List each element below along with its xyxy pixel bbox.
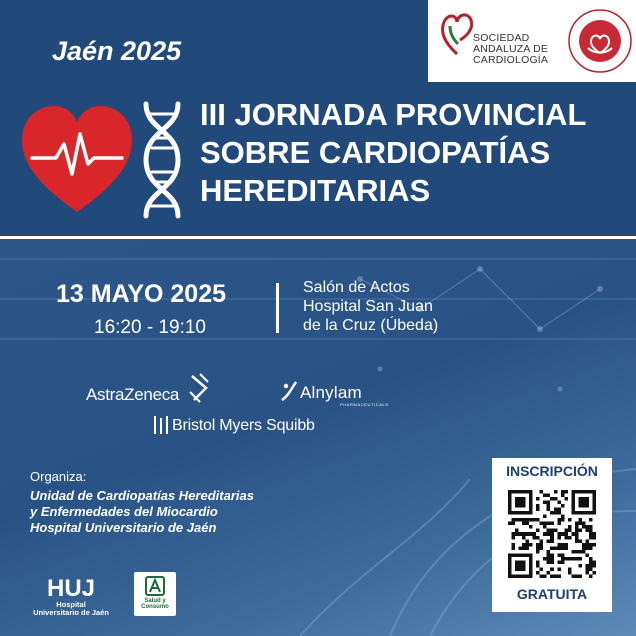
qr-module xyxy=(592,571,596,575)
qr-module xyxy=(543,525,547,529)
title-line: III JORNADA PROVINCIAL xyxy=(200,97,587,132)
qr-module xyxy=(540,546,544,550)
qr-module xyxy=(575,532,579,536)
qr-module xyxy=(515,497,526,508)
title-line: HEREDITARIAS xyxy=(200,173,431,208)
qr-module xyxy=(533,518,537,522)
venue-line: Hospital San Juan xyxy=(303,298,433,315)
qr-module xyxy=(543,494,547,498)
qr-module xyxy=(585,571,589,575)
qr-module xyxy=(582,525,586,529)
qr-module xyxy=(550,557,554,561)
qr-module xyxy=(540,522,544,526)
foundation-seal-logo xyxy=(566,6,634,76)
qr-module xyxy=(550,532,554,536)
qr-module xyxy=(564,490,568,494)
registration-title: INSCRIPCIÓN xyxy=(506,463,598,479)
qr-module xyxy=(522,536,526,540)
qr-module xyxy=(582,522,586,526)
qr-module xyxy=(536,508,540,512)
qr-module xyxy=(550,574,554,578)
qr-module xyxy=(575,522,579,526)
qr-module xyxy=(571,550,575,554)
qr-module xyxy=(515,529,519,533)
qr-module xyxy=(543,522,547,526)
qr-module xyxy=(585,529,589,533)
event-time: 16:20 - 19:10 xyxy=(94,317,206,338)
event-title xyxy=(200,96,586,210)
qr-module xyxy=(557,508,561,512)
qr-module xyxy=(561,553,565,557)
qr-module xyxy=(554,546,558,550)
qr-module xyxy=(540,574,544,578)
qr-module xyxy=(557,543,561,547)
organizer-line: Unidad de Cardiopatías Hereditarias xyxy=(30,488,254,503)
qr-module xyxy=(533,532,537,536)
qr-module xyxy=(526,532,530,536)
qr-module xyxy=(547,560,551,564)
qr-module xyxy=(589,546,593,550)
qr-module xyxy=(589,557,593,561)
qr-module xyxy=(550,560,554,564)
qr-module xyxy=(561,560,565,564)
city-year: Jaén 2025 xyxy=(52,36,182,66)
qr-module xyxy=(515,560,526,571)
qr-module xyxy=(540,490,544,494)
qr-module xyxy=(554,490,558,494)
qr-module xyxy=(540,567,544,571)
qr-module xyxy=(575,536,579,540)
qr-module xyxy=(554,574,558,578)
bms-logo xyxy=(152,412,322,440)
alnylam-wordmark: Alnylam xyxy=(300,383,362,402)
astrazeneca-symbol-icon xyxy=(186,372,212,404)
qr-module xyxy=(557,536,561,540)
qr-module xyxy=(519,546,523,550)
qr-module xyxy=(571,574,575,578)
qr-module xyxy=(557,511,561,515)
qr-module xyxy=(564,546,568,550)
qr-module xyxy=(589,567,593,571)
qr-module xyxy=(589,532,593,536)
qr-module xyxy=(529,532,533,536)
qr-module xyxy=(571,557,575,561)
qr-module xyxy=(543,574,547,578)
qr-module xyxy=(561,518,565,522)
qr-module xyxy=(536,560,540,564)
qr-module xyxy=(578,550,582,554)
junta-symbol-icon xyxy=(145,576,165,596)
qr-module xyxy=(578,529,582,533)
qr-module xyxy=(526,539,530,543)
qr-module xyxy=(519,518,523,522)
qr-module xyxy=(592,543,596,547)
qr-module xyxy=(561,543,565,547)
qr-module xyxy=(554,511,558,515)
qr-module xyxy=(543,557,547,561)
sac-name xyxy=(473,33,548,66)
qr-module xyxy=(526,522,530,526)
sac-heart-icon xyxy=(440,10,474,58)
qr-module xyxy=(547,571,551,575)
huj-line: Universitario de Jaén xyxy=(33,608,109,617)
qr-module xyxy=(508,522,512,526)
qr-module xyxy=(547,504,551,508)
qr-module xyxy=(522,518,526,522)
qr-module xyxy=(589,518,593,522)
qr-module xyxy=(519,532,523,536)
qr-module xyxy=(543,501,547,505)
qr-module xyxy=(554,529,558,533)
qr-module xyxy=(564,532,568,536)
qr-module xyxy=(515,518,519,522)
qr-module xyxy=(561,532,565,536)
qr-module xyxy=(536,546,540,550)
qr-module xyxy=(568,557,572,561)
qr-module xyxy=(585,553,589,557)
qr-module xyxy=(557,501,561,505)
qr-module xyxy=(592,536,596,540)
qr-module xyxy=(564,497,568,501)
qr-module xyxy=(540,543,544,547)
qr-module xyxy=(550,529,554,533)
qr-module xyxy=(561,490,565,494)
qr-module xyxy=(536,543,540,547)
qr-module xyxy=(526,546,530,550)
qr-module xyxy=(564,536,568,540)
qr-module xyxy=(529,525,533,529)
qr-module xyxy=(512,532,516,536)
qr-module xyxy=(536,536,540,540)
qr-module xyxy=(557,522,561,526)
qr-module xyxy=(550,553,554,557)
qr-module xyxy=(564,543,568,547)
qr-module xyxy=(522,543,526,547)
sac-line: CARDIOLOGÍA xyxy=(473,54,549,66)
date-venue-divider xyxy=(276,283,279,333)
qr-module xyxy=(575,525,579,529)
qr-module xyxy=(547,529,551,533)
qr-module xyxy=(529,543,533,547)
alnylam-subtitle: PHARMACEUTICALS xyxy=(340,402,389,407)
qr-module xyxy=(578,497,589,508)
qr-module xyxy=(568,567,572,571)
qr-module xyxy=(589,529,593,533)
qr-module xyxy=(512,518,516,522)
qr-module xyxy=(578,518,582,522)
qr-module xyxy=(568,525,572,529)
huj-name xyxy=(32,601,110,617)
qr-module xyxy=(550,539,554,543)
qr-module xyxy=(592,564,596,568)
astrazeneca-logo xyxy=(86,372,216,406)
qr-module xyxy=(529,518,533,522)
qr-module xyxy=(578,539,582,543)
qr-module xyxy=(522,546,526,550)
qr-module xyxy=(585,567,589,571)
qr-module xyxy=(568,529,572,533)
qr-module xyxy=(589,536,593,540)
qr-module xyxy=(575,539,579,543)
organizer-name xyxy=(30,488,254,536)
qr-module xyxy=(575,574,579,578)
qr-module xyxy=(550,546,554,550)
qr-module xyxy=(589,525,593,529)
qr-module xyxy=(522,532,526,536)
qr-module xyxy=(543,515,547,519)
qr-module xyxy=(575,557,579,561)
sac-logo xyxy=(440,10,558,72)
event-date: 13 MAYO 2025 xyxy=(56,280,227,308)
qr-module xyxy=(568,536,572,540)
astrazeneca-wordmark: AstraZeneca xyxy=(86,385,180,404)
qr-module xyxy=(582,546,586,550)
bms-wordmark: Bristol Myers Squibb xyxy=(172,417,315,434)
qr-module xyxy=(547,539,551,543)
alnylam-symbol-icon xyxy=(278,378,300,404)
venue-line: Salón de Actos xyxy=(303,279,410,296)
qr-module xyxy=(589,543,593,547)
qr-module xyxy=(543,532,547,536)
qr-module xyxy=(561,515,565,519)
qr-module xyxy=(582,550,586,554)
qr-module xyxy=(568,571,572,575)
qr-module xyxy=(512,536,516,540)
registration-free-label: GRATUITA xyxy=(516,586,588,602)
qr-module xyxy=(575,529,579,533)
qr-module xyxy=(536,550,540,554)
salud-line: Salud y xyxy=(144,598,166,604)
qr-module xyxy=(540,539,544,543)
qr-module xyxy=(554,497,558,501)
qr-module xyxy=(589,564,593,568)
organizer-line: y Enfermedades del Miocardio xyxy=(30,504,218,519)
qr-module xyxy=(536,497,540,501)
qr-module xyxy=(585,525,589,529)
qr-module xyxy=(578,522,582,526)
qr-module xyxy=(512,546,516,550)
salud-name xyxy=(134,598,176,610)
qr-module xyxy=(522,522,526,526)
qr-module xyxy=(564,557,568,561)
qr-module xyxy=(547,494,551,498)
heart-pulse-icon xyxy=(20,104,134,216)
qr-module xyxy=(571,532,575,536)
qr-module xyxy=(557,518,561,522)
qr-module xyxy=(557,567,561,571)
qr-module xyxy=(585,539,589,543)
qr-module xyxy=(512,522,516,526)
salud-consumo-logo xyxy=(134,572,176,616)
qr-module xyxy=(568,518,572,522)
qr-module xyxy=(550,567,554,571)
qr-module xyxy=(536,504,540,508)
huj-line: Hospital xyxy=(56,600,86,609)
qr-module xyxy=(547,557,551,561)
qr-module xyxy=(561,546,565,550)
title-line: SOBRE CARDIOPATÍAS xyxy=(200,135,551,170)
qr-module xyxy=(536,518,540,522)
qr-module xyxy=(526,543,530,547)
qr-module xyxy=(547,501,551,505)
salud-line: Consumo xyxy=(141,604,169,610)
event-venue xyxy=(303,278,438,335)
registration-card xyxy=(492,458,612,612)
qr-module xyxy=(536,529,540,533)
qr-module xyxy=(526,518,530,522)
organizer-line: Hospital Universitario de Jaén xyxy=(30,520,217,535)
qr-module xyxy=(575,550,579,554)
qr-module xyxy=(561,557,565,561)
qr-module xyxy=(564,529,568,533)
qr-module xyxy=(557,560,561,564)
qr-module xyxy=(589,560,593,564)
qr-module xyxy=(557,574,561,578)
registration-qr-code[interactable] xyxy=(508,490,596,578)
qr-module xyxy=(554,508,558,512)
qr-module xyxy=(585,546,589,550)
qr-module xyxy=(585,564,589,568)
qr-module xyxy=(550,522,554,526)
sac-line: ANDALUZA DE xyxy=(473,43,549,55)
qr-module xyxy=(547,508,551,512)
qr-module xyxy=(592,560,596,564)
dna-helix-icon xyxy=(138,100,186,220)
venue-line: de la Cruz (Úbeda) xyxy=(303,317,439,334)
qr-module xyxy=(547,553,551,557)
qr-module xyxy=(585,543,589,547)
qr-module xyxy=(561,494,565,498)
qr-module xyxy=(561,504,565,508)
qr-module xyxy=(550,497,554,501)
qr-module xyxy=(557,532,561,536)
qr-module xyxy=(578,574,582,578)
qr-module xyxy=(515,532,519,536)
bms-symbol-icon xyxy=(152,414,170,436)
huj-logo xyxy=(32,574,110,618)
qr-module xyxy=(547,550,551,554)
qr-module xyxy=(547,532,551,536)
qr-module xyxy=(589,574,593,578)
qr-module xyxy=(550,536,554,540)
huj-monogram-icon xyxy=(46,574,96,602)
qr-module xyxy=(578,557,582,561)
qr-module xyxy=(512,543,516,547)
qr-module xyxy=(550,511,554,515)
qr-module xyxy=(536,564,540,568)
qr-module xyxy=(592,532,596,536)
organizer-label: Organiza: xyxy=(30,469,87,484)
qr-module xyxy=(533,536,537,540)
alnylam-logo xyxy=(278,378,398,410)
qr-module xyxy=(557,553,561,557)
qr-module xyxy=(557,546,561,550)
qr-module xyxy=(582,543,586,547)
huj-monogram-text: HUJ xyxy=(46,575,96,602)
qr-module xyxy=(578,564,582,568)
qr-module xyxy=(547,522,551,526)
sac-line: SOCIEDAD xyxy=(473,32,530,44)
qr-module xyxy=(536,571,540,575)
